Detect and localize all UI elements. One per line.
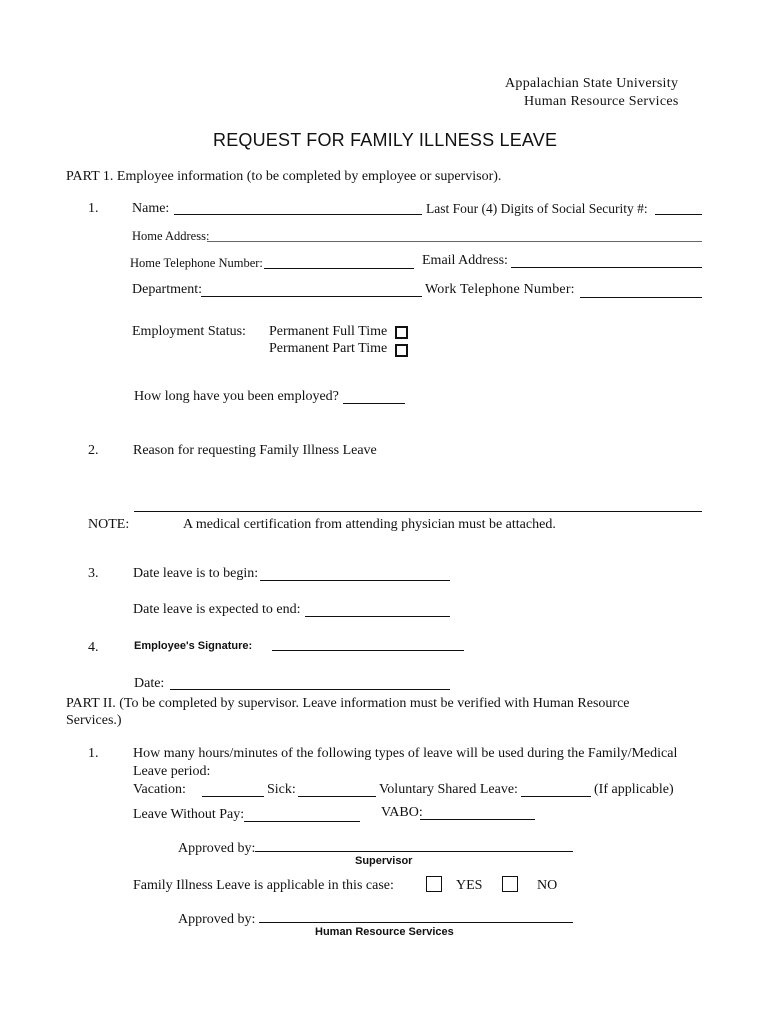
- email-label: Email Address:: [422, 253, 508, 268]
- supervisor-signature-field[interactable]: [255, 851, 573, 852]
- voluntary-shared-label: Voluntary Shared Leave:: [379, 782, 518, 797]
- leave-hours-question-line2: Leave period:: [133, 764, 211, 779]
- sick-field[interactable]: [298, 796, 376, 797]
- item-number-1: 1.: [88, 201, 99, 216]
- leave-end-label: Date leave is expected to end:: [133, 602, 301, 617]
- part1-heading: PART 1. Employee information (to be completed by employee or supervisor).: [66, 169, 502, 184]
- leave-hours-question-line1: How many hours/minutes of the following types of leave will be used during the Family/Medical: [133, 746, 678, 761]
- no-checkbox[interactable]: [502, 876, 518, 892]
- ssn-field[interactable]: [655, 214, 702, 215]
- lwop-label: Leave Without Pay:: [133, 807, 245, 822]
- signature-date-label: Date:: [134, 676, 165, 691]
- hr-caption: Human Resource Services: [315, 926, 454, 938]
- signature-date-field[interactable]: [170, 689, 450, 690]
- sick-label: Sick:: [267, 782, 296, 797]
- supervisor-caption: Supervisor: [355, 855, 413, 867]
- signature-field[interactable]: [272, 650, 464, 651]
- note-text: A medical certification from attending physician must be attached.: [183, 517, 556, 532]
- applicable-question: Family Illness Leave is applicable in this case:: [133, 878, 394, 893]
- hr-approved-by-label: Approved by:: [178, 912, 256, 927]
- part-time-label: Permanent Part Time: [269, 341, 388, 356]
- vabo-label: VABO:: [381, 805, 423, 820]
- home-address-label: Home Address:: [132, 229, 210, 243]
- department-field[interactable]: [201, 296, 422, 297]
- lwop-field[interactable]: [244, 821, 360, 822]
- name-label: Name:: [132, 201, 170, 216]
- ssn-label: Last Four (4) Digits of Social Security #:: [426, 201, 648, 216]
- full-time-label: Permanent Full Time: [269, 324, 388, 339]
- home-phone-field[interactable]: [264, 268, 414, 269]
- home-address-field[interactable]: [207, 241, 702, 242]
- email-field[interactable]: [511, 267, 702, 268]
- no-label: NO: [537, 878, 558, 893]
- vabo-field[interactable]: [420, 819, 535, 820]
- vacation-label: Vacation:: [133, 782, 186, 797]
- yes-checkbox[interactable]: [426, 876, 442, 892]
- part2-item-number-1: 1.: [88, 746, 99, 761]
- employed-duration-field[interactable]: [343, 403, 405, 404]
- leave-begin-field[interactable]: [260, 580, 450, 581]
- home-phone-label: Home Telephone Number:: [130, 256, 263, 270]
- reason-label: Reason for requesting Family Illness Leave: [133, 443, 377, 458]
- yes-label: YES: [456, 878, 483, 893]
- part-time-checkbox[interactable]: [395, 344, 408, 357]
- name-field[interactable]: [174, 214, 422, 215]
- university-name: Appalachian State University: [505, 76, 679, 91]
- supervisor-approved-by-label: Approved by:: [178, 841, 256, 856]
- note-label: NOTE:: [88, 517, 130, 532]
- full-time-checkbox[interactable]: [395, 326, 408, 339]
- item-number-3: 3.: [88, 566, 99, 581]
- signature-label: Employee's Signature:: [134, 640, 253, 652]
- voluntary-shared-field[interactable]: [521, 796, 591, 797]
- item-number-4: 4.: [88, 640, 99, 655]
- leave-begin-label: Date leave is to begin:: [133, 566, 259, 581]
- part2-heading-line1: PART II. (To be completed by supervisor. Leave information must be verified with Human Resource: [66, 696, 630, 711]
- leave-end-field[interactable]: [305, 616, 450, 617]
- if-applicable-note: (If applicable): [594, 782, 674, 797]
- form-title: REQUEST FOR FAMILY ILLNESS LEAVE: [213, 130, 558, 150]
- reason-field[interactable]: [134, 511, 702, 512]
- hr-signature-field[interactable]: [259, 922, 573, 923]
- work-phone-label: Work Telephone Number:: [425, 282, 575, 297]
- department-label: Department:: [132, 282, 202, 297]
- work-phone-field[interactable]: [580, 297, 702, 298]
- part2-heading-line2: Services.): [66, 713, 122, 728]
- vacation-field[interactable]: [202, 796, 264, 797]
- employment-status-label: Employment Status:: [132, 324, 246, 339]
- department-name: Human Resource Services: [524, 94, 679, 109]
- employed-question: How long have you been employed?: [134, 389, 339, 404]
- item-number-2: 2.: [88, 443, 99, 458]
